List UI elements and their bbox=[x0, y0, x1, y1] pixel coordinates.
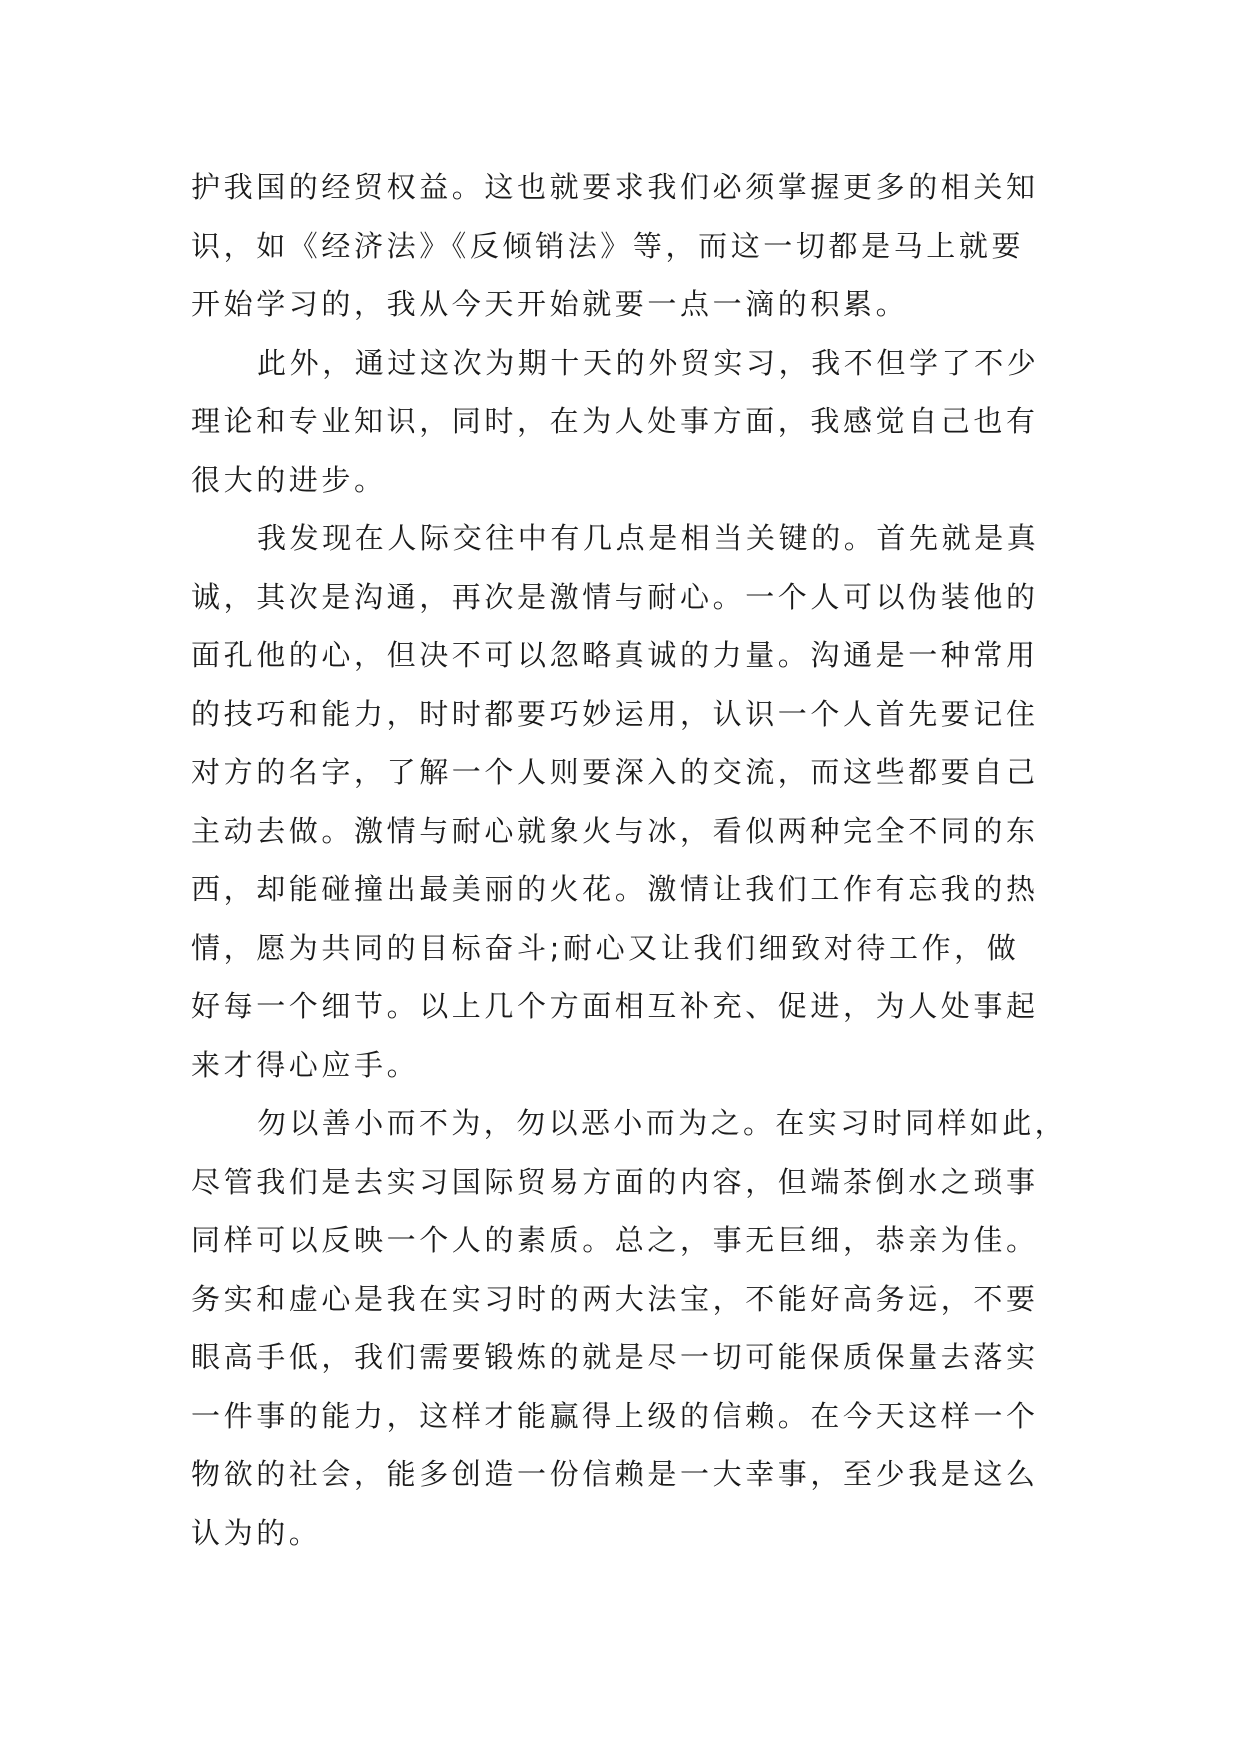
text-line: 很大的进步。 bbox=[191, 462, 387, 497]
text-line: 务实和虚心是我在实习时的两大法宝，不能好高务远，不要 bbox=[191, 1281, 1039, 1316]
text-line: 主动去做。激情与耐心就象火与冰，看似两种完全不同的东 bbox=[191, 813, 1039, 848]
text-line: 护我国的经贸权益。这也就要求我们必须掌握更多的相关知 bbox=[191, 170, 1039, 204]
paragraph-first-line: 此外，通过这次为期十天的外贸实习，我不但学了不少 bbox=[257, 345, 1040, 380]
text-line: 识，如《经济法》《反倾销法》等，而这一切都是马上就要 bbox=[191, 228, 1025, 263]
text-line: 的技巧和能力，时时都要巧妙运用，认识一个人首先要记住 bbox=[191, 696, 1039, 731]
text-line: 面孔他的心，但决不可以忽略真诚的力量。沟通是一种常用 bbox=[191, 638, 1039, 672]
text-line: 同样可以反映一个人的素质。总之，事无巨细，恭亲为佳。 bbox=[191, 1223, 1039, 1257]
text-line: 好每一个细节。以上几个方面相互补充、促进，为人处事起 bbox=[191, 989, 1039, 1023]
text-line: 尽管我们是去实习国际贸易方面的内容，但端茶倒水之琐事 bbox=[191, 1164, 1039, 1199]
paragraph-first-line: 我发现在人际交往中有几点是相当关键的。首先就是真 bbox=[257, 521, 1040, 555]
text-line: 一件事的能力，这样才能赢得上级的信赖。在今天这样一个 bbox=[191, 1398, 1039, 1433]
text-line: 来才得心应手。 bbox=[191, 1047, 420, 1082]
text-line: 西，却能碰撞出最美丽的火花。激情让我们工作有忘我的热 bbox=[191, 872, 1039, 906]
text-line: 诚，其次是沟通，再次是激情与耐心。一个人可以伪装他的 bbox=[191, 579, 1039, 614]
text-line: 理论和专业知识，同时，在为人处事方面，我感觉自己也有 bbox=[191, 404, 1039, 438]
paragraph-first-line: 勿以善小而不为，勿以恶小而为之。在实习时同样如此， bbox=[257, 1106, 1068, 1140]
document-body bbox=[191, 158, 1071, 1562]
text-line: 物欲的社会，能多创造一份信赖是一大幸事，至少我是这么 bbox=[191, 1457, 1039, 1491]
text-line: 情，愿为共同的目标奋斗;耐心又让我们细致对待工作，做 bbox=[191, 930, 1020, 965]
text-line: 开始学习的，我从今天开始就要一点一滴的积累。 bbox=[191, 287, 909, 321]
text-line: 眼高手低，我们需要锻炼的就是尽一切可能保质保量去落实 bbox=[191, 1340, 1039, 1374]
text-line: 对方的名字，了解一个人则要深入的交流，而这些都要自己 bbox=[191, 755, 1039, 789]
text-line: 认为的。 bbox=[191, 1515, 322, 1550]
